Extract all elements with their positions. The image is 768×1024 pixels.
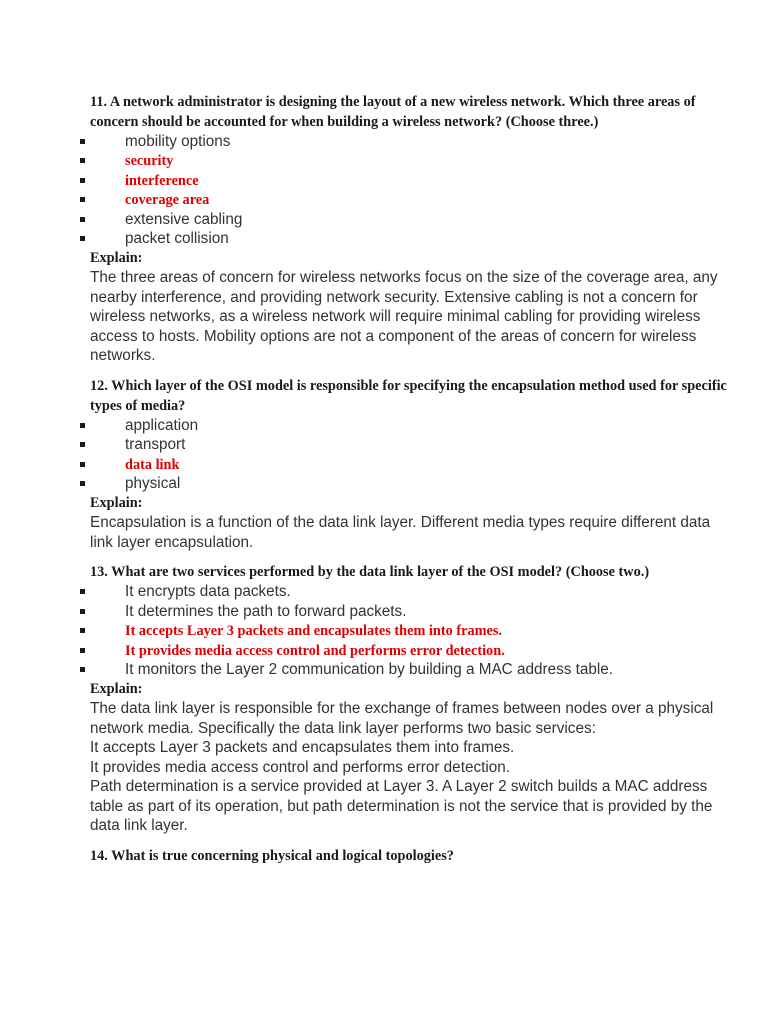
explain-text	[90, 699, 730, 836]
square-bullet-icon	[80, 139, 85, 144]
square-bullet-icon	[80, 628, 85, 633]
option-item	[80, 474, 730, 493]
correct-option-text: It accepts Layer 3 packets and encapsulates them into frames.	[125, 623, 502, 640]
option-item	[80, 582, 730, 601]
option-list	[90, 582, 730, 679]
square-bullet-icon	[80, 462, 85, 467]
option-item	[80, 416, 730, 435]
document-page	[90, 92, 730, 876]
explain-paragraph: It accepts Layer 3 packets and encapsulates them into frames.	[90, 739, 515, 757]
correct-option-text: coverage area	[125, 192, 210, 209]
correct-option-text: interference	[125, 172, 199, 189]
option-text: physical	[125, 475, 181, 493]
option-item	[80, 171, 730, 190]
square-bullet-icon	[80, 178, 85, 183]
square-bullet-icon	[80, 158, 85, 163]
explain-paragraph: Encapsulation is a function of the data link layer. Different media types require different data link layer encapsulation.	[90, 514, 711, 551]
square-bullet-icon	[80, 667, 85, 672]
correct-option-text: It provides media access control and performs error detection.	[125, 642, 505, 659]
option-text: transport	[125, 436, 186, 454]
option-text: It encrypts data packets.	[125, 583, 291, 601]
correct-option-text: data link	[125, 456, 180, 473]
explain-paragraph: The three areas of concern for wireless networks focus on the size of the coverage area, any nearby interference, and providing network security. Extensive cabling is not a concern for wireless networks, as a wireless network will require minimal cabling for providing wireless access to hosts. Mobility options are not a component of the areas of concern for wireless networks.	[90, 269, 718, 365]
explain-text	[90, 268, 730, 366]
option-item	[80, 210, 730, 229]
explain-label: Explain:	[90, 495, 143, 512]
square-bullet-icon	[80, 589, 85, 594]
explain-label: Explain:	[90, 250, 143, 267]
option-item	[80, 435, 730, 454]
option-text: application	[125, 416, 199, 434]
option-item	[80, 660, 730, 679]
option-item	[80, 621, 730, 640]
explain-paragraph: It provides media access control and performs error detection.	[90, 758, 511, 776]
square-bullet-icon	[80, 236, 85, 241]
option-item	[80, 132, 730, 151]
option-item	[80, 602, 730, 621]
option-list	[90, 416, 730, 494]
explain-paragraph: The data link layer is responsible for the exchange of frames between nodes over a physical network media. Specifically the data link layer performs two basic services:	[90, 700, 714, 737]
question-13	[90, 562, 730, 835]
question-11	[90, 92, 730, 366]
option-item	[80, 151, 730, 170]
question-prompt: 14. What is true concerning physical and logical topologies?	[90, 847, 454, 864]
option-item	[80, 641, 730, 660]
option-item	[80, 455, 730, 474]
explain-label: Explain:	[90, 681, 143, 698]
question-prompt: 13. What are two services performed by the data link layer of the OSI model? (Choose two.)	[90, 564, 650, 581]
square-bullet-icon	[80, 609, 85, 614]
square-bullet-icon	[80, 481, 85, 486]
square-bullet-icon	[80, 217, 85, 222]
square-bullet-icon	[80, 442, 85, 447]
option-text: It monitors the Layer 2 communication by building a MAC address table.	[125, 660, 614, 678]
question-14	[90, 846, 730, 866]
square-bullet-icon	[80, 648, 85, 653]
explain-paragraph: Path determination is a service provided at Layer 3. A Layer 2 switch builds a MAC address table as part of its operation, but path determination is not the service that is provided by the data link layer.	[90, 778, 713, 835]
question-12	[90, 376, 730, 553]
correct-option-text: security	[125, 153, 174, 170]
square-bullet-icon	[80, 423, 85, 428]
option-text: packet collision	[125, 229, 229, 247]
option-text: extensive cabling	[125, 210, 243, 228]
question-prompt: 12. Which layer of the OSI model is responsible for specifying the encapsulation method used for specific types of media?	[90, 377, 727, 414]
question-prompt: 11. A network administrator is designing the layout of a new wireless network. Which three areas of concern should be accounted for when building a wireless network? (Choose three.)	[90, 94, 696, 130]
option-text: It determines the path to forward packets.	[125, 602, 407, 620]
option-list	[90, 132, 730, 248]
option-item	[80, 229, 730, 248]
explain-text	[90, 513, 730, 552]
option-item	[80, 190, 730, 209]
option-text: mobility options	[125, 133, 231, 150]
square-bullet-icon	[80, 197, 85, 202]
